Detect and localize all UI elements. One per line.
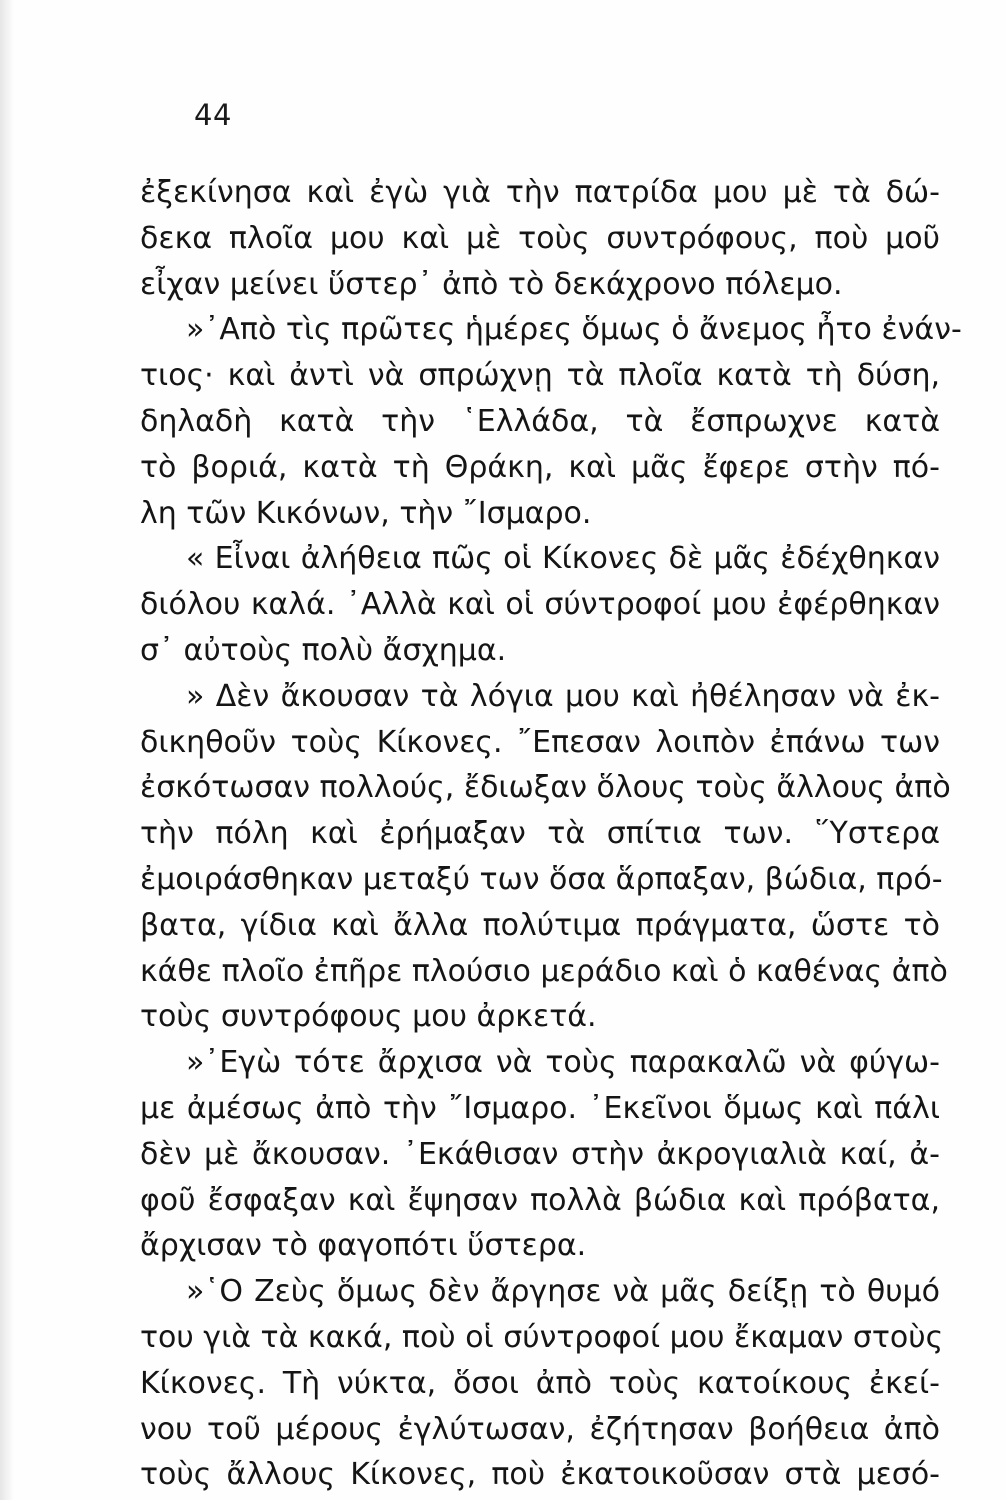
text-line: δεκα πλοῖα μου καὶ μὲ τοὺς συντρόφους, ποὺ μοῦ — [140, 221, 940, 256]
text-line: τὸ βοριά, κατὰ τὴ Θράκη, καὶ μᾶς ἔφερε στὴν πό- — [140, 450, 940, 485]
text-line: δὲν μὲ ἄκουσαν. ᾽Εκάθισαν στὴν ἀκρογιαλιὰ καί, ἀ- — [140, 1137, 940, 1172]
text-line: τοὺς συντρόφους μου ἀρκετά. — [140, 999, 597, 1034]
text-line: νου τοῦ μέρους ἐγλύτωσαν, ἐζήτησαν βοήθεια ἀπὸ — [140, 1412, 940, 1447]
text-line: » Δὲν ἄκουσαν τὰ λόγια μου καὶ ἠθέλησαν νὰ ἐκ- — [186, 679, 940, 714]
text-line: με ἀμέσως ἀπὸ τὴν ῎Ισμαρο. ᾽Εκεῖνοι ὅμως καὶ πάλι — [140, 1091, 940, 1126]
text-line: κάθε πλοῖο ἐπῆρε πλούσιο μεράδιο καὶ ὁ καθένας ἀπὸ — [140, 954, 948, 989]
text-line: του γιὰ τὰ κακά, ποὺ οἱ σύντροφοί μου ἔκαμαν στοὺς — [140, 1320, 944, 1355]
text-line: ἄρχισαν τὸ φαγοπότι ὕστερα. — [140, 1228, 587, 1263]
text-line: »᾽Απὸ τὶς πρῶτες ἡμέρες ὅμως ὁ ἄνεμος ἦτο ἐνάν- — [186, 312, 962, 347]
text-line: ἐσκότωσαν πολλούς, ἔδιωξαν ὅλους τοὺς ἄλλους ἀπὸ — [140, 770, 951, 805]
text-line: εἶχαν μείνει ὕστερ᾽ ἀπὸ τὸ δεκάχρονο πόλεμο. — [140, 267, 843, 302]
text-line: ἐξεκίνησα καὶ ἐγὼ γιὰ τὴν πατρίδα μου μὲ τὰ δώ- — [140, 175, 940, 210]
text-line: δηλαδὴ κατὰ τὴν ῾Ελλάδα, τὰ ἔσπρωχνε κατὰ — [140, 404, 940, 439]
text-line: »᾽Εγὼ τότε ἄρχισα νὰ τοὺς παρακαλῶ νὰ φύγω- — [186, 1045, 940, 1080]
text-line: σ᾽ αὐτοὺς πολὺ ἄσχημα. — [140, 633, 507, 668]
text-line: τὴν πόλη καὶ ἐρήμαξαν τὰ σπίτια των. ῞Υστερα — [140, 816, 940, 851]
text-line: λη τῶν Κικόνων, τὴν ῎Ισμαρο. — [140, 496, 592, 531]
text-line: βατα, γίδια καὶ ἄλλα πολύτιμα πράγματα, ὥστε τὸ — [140, 908, 940, 943]
text-line: δικηθοῦν τοὺς Κίκονες. ῎Επεσαν λοιπὸν ἐπάνω των — [140, 725, 940, 760]
page-number: 44 — [194, 98, 232, 132]
text-line: Κίκονες. Τὴ νύκτα, ὅσοι ἀπὸ τοὺς κατοίκους ἐκεί- — [140, 1366, 940, 1401]
text-line: τοὺς ἄλλους Κίκονες, ποὺ ἐκατοικοῦσαν στὰ μεσό- — [140, 1457, 940, 1492]
text-line: διόλου καλά. ᾽Αλλὰ καὶ οἱ σύντροφοί μου ἐφέρθηκαν — [140, 587, 940, 622]
text-line: ἐμοιράσθηκαν μεταξύ των ὅσα ἅρπαξαν, βώδια, πρό- — [140, 862, 943, 897]
text-line: « Εἶναι ἀλήθεια πῶς οἱ Κίκονες δὲ μᾶς ἐδέχθηκαν — [186, 541, 940, 576]
text-line: φοῦ ἔσφαξαν καὶ ἔψησαν πολλὰ βώδια καὶ πρόβατα, — [140, 1183, 940, 1218]
text-line: »῾Ο Ζεὺς ὅμως δὲν ἄργησε νὰ μᾶς δείξῃ τὸ θυμό — [186, 1274, 940, 1309]
text-line: τιος· καὶ ἀντὶ νὰ σπρώχνῃ τὰ πλοῖα κατὰ τὴ δύση, — [140, 358, 940, 393]
